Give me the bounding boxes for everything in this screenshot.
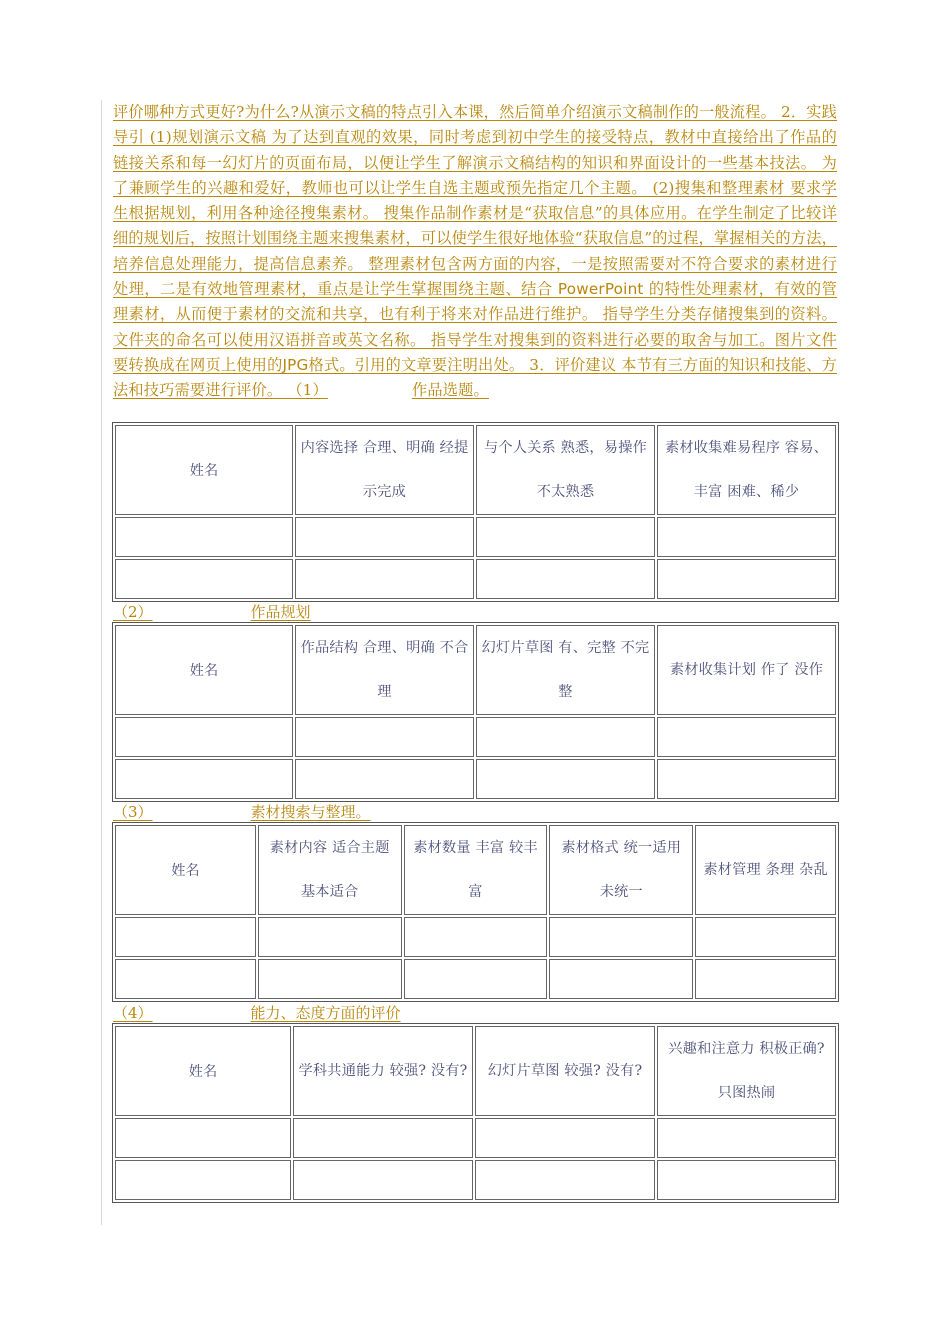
evaluation-table-topic xyxy=(112,422,839,602)
name-header: 姓名 xyxy=(115,625,293,715)
criteria-header: 素材收集计划 作了 没作 xyxy=(657,625,836,715)
criteria-header: 作品结构 合理、明确 不合理 xyxy=(295,625,474,715)
table-cell[interactable] xyxy=(404,917,548,957)
name-header: 姓名 xyxy=(115,425,293,515)
table-cell[interactable] xyxy=(295,559,474,599)
criteria-header: 内容选择 合理、明确 经提示完成 xyxy=(295,425,474,515)
section-label-2: （2） 作品规划 xyxy=(113,603,311,621)
table-cell[interactable] xyxy=(657,759,836,799)
criteria-header: 素材管理 条理 杂乱 xyxy=(695,825,836,915)
criteria-header: 幻灯片草图 有、完整 不完整 xyxy=(476,625,655,715)
table-row xyxy=(115,1118,836,1158)
table-row xyxy=(115,759,836,799)
table-cell[interactable] xyxy=(549,959,693,999)
table-cell[interactable] xyxy=(404,959,548,999)
table-cell[interactable] xyxy=(115,1118,291,1158)
name-header: 姓名 xyxy=(115,1026,291,1116)
name-header: 姓名 xyxy=(115,825,256,915)
table-cell[interactable] xyxy=(657,1118,836,1158)
page-margin-line xyxy=(101,100,102,1225)
evaluation-table-materials xyxy=(112,822,839,1002)
criteria-header: 素材格式 统一适用 未统一 xyxy=(549,825,693,915)
table-cell[interactable] xyxy=(475,1118,655,1158)
table-cell[interactable] xyxy=(476,559,655,599)
table-cell[interactable] xyxy=(258,959,402,999)
body-paragraph: 评价哪种方式更好?为什么?从演示文稿的特点引入本课，然后简单介绍演示文稿制作的一般流程。 2．实践导引 (1)规划演示文稿 为了达到直观的效果，同时考虑到初中学生的接受特点，教材中直接给出了作品的链接关系和每一幻灯片的页面布局，以便让学生了解演示文稿结构的知识和界面设计的一些基本技法。 为了兼顾学生的兴趣和爱好，教师也可以让学生自选主题或预先指定几个主题。 (2)搜集和整理素材 要求学生根据规划，利用各种途径搜集素材。 搜集作品制作素材是“获取信息”的具体应用。在学生制定了比较详细的规划后，按照计划围绕主题来搜集素材，可以使学生很好地体验“获取信息”的过程，掌握相关的方法，培养信息处理能力，提高信息素养。 整理素材包含两方面的内容，一是按照需要对不符合要求的素材进行处理，二是有效地管理素材，重点是让学生掌握围绕主题、结合 PowerPoint 的特性处理素材，有效的管理素材，从而便于素材的交流和共享，也有利于将来对作品进行维护。 指导学生分类存储搜集到的资料。文件夹的命名可以使用汉语拼音或英文名称。 指导学生对搜集到的资料进行必要的取舍与加工。图片文件要转换成在网页上使用的JPG格式。引用的文章要注明出处。 3．评价建议 本节有三方面的知识和技能、方法和技巧需要进行评价。 （1） 作品选题。 xyxy=(113,103,838,400)
table-cell[interactable] xyxy=(115,559,293,599)
section-label-4: （4） 能力、态度方面的评价 xyxy=(113,1004,401,1022)
criteria-header: 学科共通能力 较强? 没有? xyxy=(293,1026,473,1116)
table-row xyxy=(115,517,836,557)
table-cell[interactable] xyxy=(657,717,836,757)
table-row xyxy=(115,917,836,957)
table-row xyxy=(115,1160,836,1200)
table-cell[interactable] xyxy=(476,717,655,757)
table-row xyxy=(115,717,836,757)
criteria-header: 素材内容 适合主题 基本适合 xyxy=(258,825,402,915)
table-cell[interactable] xyxy=(293,1118,473,1158)
table-cell[interactable] xyxy=(295,517,474,557)
table-cell[interactable] xyxy=(115,959,256,999)
table-cell[interactable] xyxy=(293,1160,473,1200)
table-cell[interactable] xyxy=(115,717,293,757)
table-header-row xyxy=(115,1026,836,1116)
table-cell[interactable] xyxy=(695,959,836,999)
table-row xyxy=(115,959,836,999)
criteria-header: 与个人关系 熟悉，易操作 不太熟悉 xyxy=(476,425,655,515)
table-cell[interactable] xyxy=(476,759,655,799)
table-cell[interactable] xyxy=(295,759,474,799)
criteria-header: 兴趣和注意力 积极正确? 只图热闹 xyxy=(657,1026,836,1116)
table-cell[interactable] xyxy=(657,559,836,599)
criteria-header: 素材数量 丰富 较丰富 xyxy=(404,825,548,915)
table-cell[interactable] xyxy=(695,917,836,957)
table-cell[interactable] xyxy=(657,1160,836,1200)
table-cell[interactable] xyxy=(115,917,256,957)
criteria-header: 素材收集难易程序 容易、丰富 困难、稀少 xyxy=(657,425,836,515)
table-header-row xyxy=(115,625,836,715)
evaluation-table-planning xyxy=(112,622,839,802)
table-cell[interactable] xyxy=(115,517,293,557)
table-header-row xyxy=(115,825,836,915)
table-cell[interactable] xyxy=(475,1160,655,1200)
table-cell[interactable] xyxy=(476,517,655,557)
criteria-header: 幻灯片草图 较强? 没有? xyxy=(475,1026,655,1116)
evaluation-table-ability xyxy=(112,1023,839,1203)
table-cell[interactable] xyxy=(295,717,474,757)
section-label-3: （3） 素材搜索与整理。 xyxy=(113,803,371,821)
table-cell[interactable] xyxy=(657,517,836,557)
table-cell[interactable] xyxy=(115,759,293,799)
table-cell[interactable] xyxy=(258,917,402,957)
table-header-row xyxy=(115,425,836,515)
table-row xyxy=(115,559,836,599)
table-cell[interactable] xyxy=(115,1160,291,1200)
table-cell[interactable] xyxy=(549,917,693,957)
